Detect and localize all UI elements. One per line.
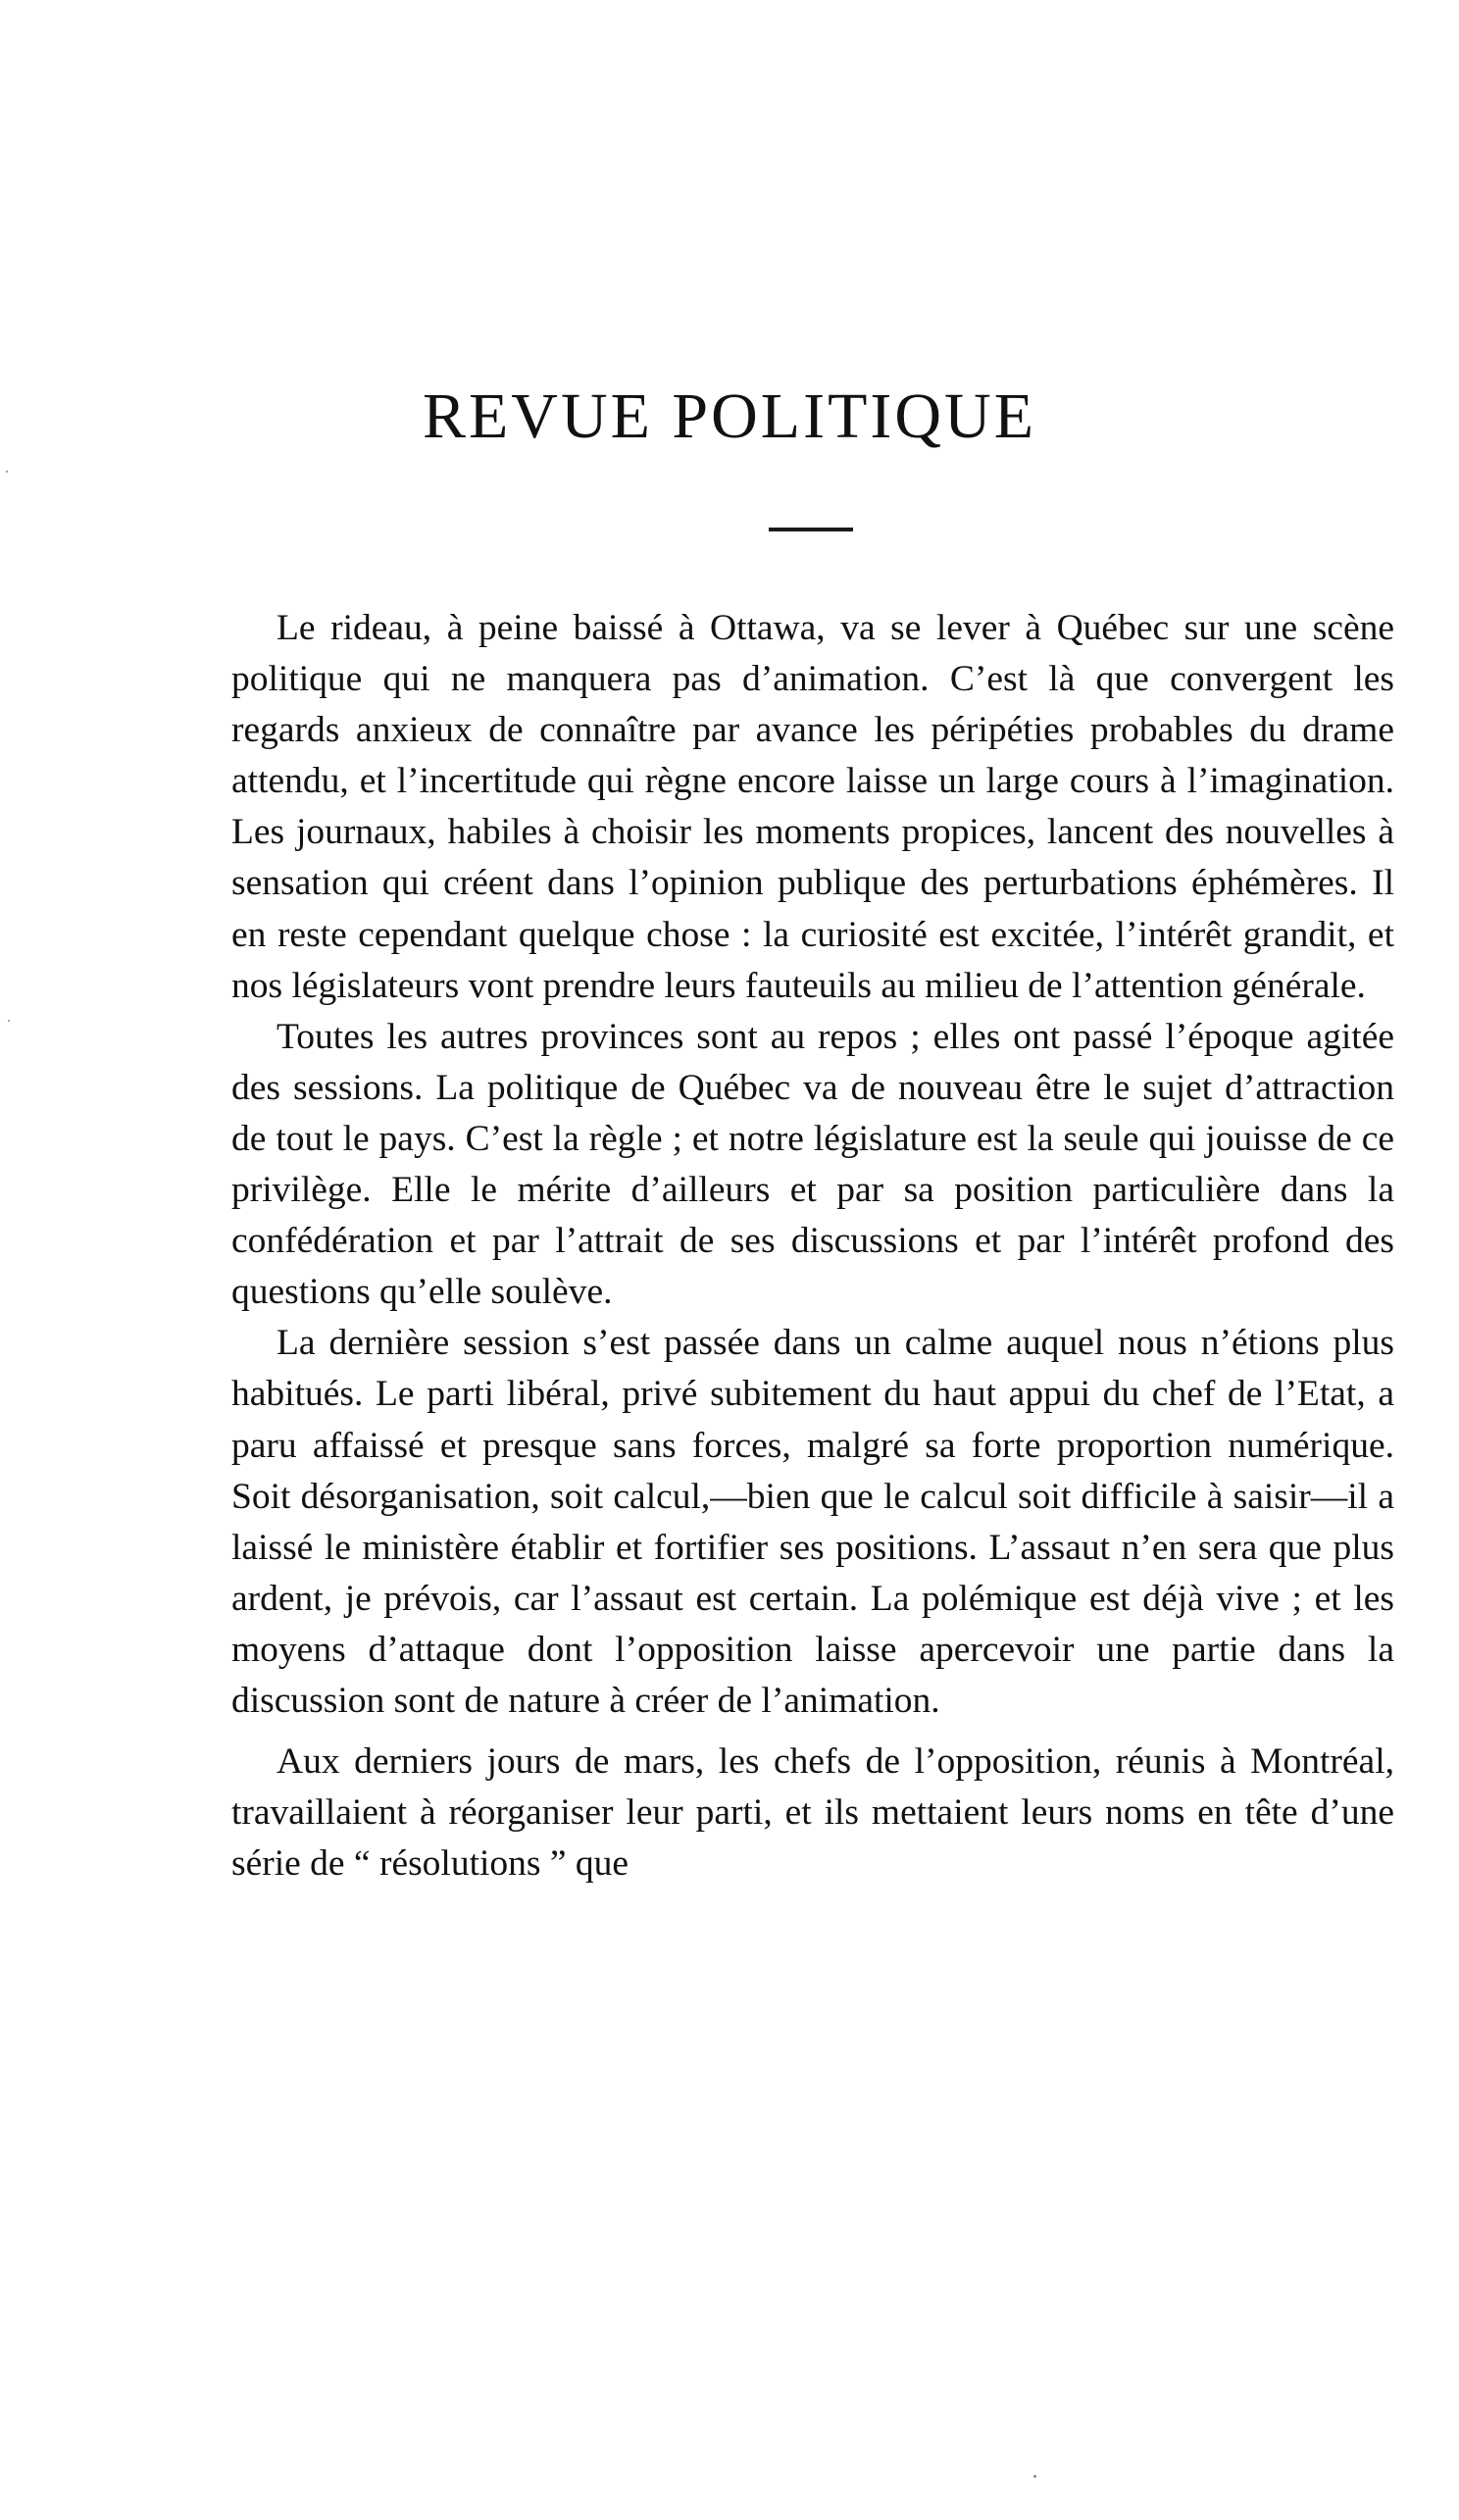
- paragraph-1: Le rideau, à peine baissé à Ottawa, va se lever à Québec sur une scène politique qui ne manquera pas d’animation. C’est là que convergent les regards anxieux de connaître par avance les péripéties probables du drame attendu, et l’incertitude qui règne encore laisse un large cours à l’imagination. Les journaux, habiles à choisir les moments propices, lancent des nouvelles à sensation qui créent dans l’opinion publique des perturbations éphémères. Il en reste cependant quelque chose : la curiosité est excitée, l’intérêt grandit, et nos législateurs vont prendre leurs fauteuils au milieu de l’attention générale.: [231, 608, 1394, 1006]
- article-body: [231, 603, 1394, 1890]
- paragraph-3: La dernière session s’est passée dans un calme auquel nous n’étions plus habitués. Le parti libéral, privé subitement du haut appui du chef de l’Etat, a paru affaissé et presque sans forces, malgré sa forte proportion numérique. Soit désorganisation, soit calcul,—bien que le calcul soit difficile à saisir—il a laissé le ministère établir et fortifier ses positions. L’assaut n’en sera que plus ardent, je prévois, car l’assaut est certain. La polémique est déjà vive ; et les moyens d’attaque dont l’opposition laisse apercevoir une partie dans la discussion sont de nature à créer de l’animation.: [231, 1323, 1394, 1721]
- paragraph-2: Toutes les autres provinces sont au repos ; elles ont passé l’époque agitée des sessions. La politique de Québec va de nouveau être le sujet d’attraction de tout le pays. C’est la règle ; et notre législature est la seule qui jouisse de ce privilège. Elle le mérite d’ailleurs et par sa position particulière dans la confédération et par l’attrait de ses discussions et par l’intérêt profond des questions qu’elle soulève.: [231, 1016, 1394, 1313]
- paragraph-4: Aux derniers jours de mars, les chefs de l’opposition, réunis à Montréal, travaillaient à réorganiser leur parti, et ils mettaient leurs noms en tête d’une série de “ résolutions ” que: [231, 1741, 1394, 1885]
- title-divider: [769, 528, 853, 531]
- page-title: REVUE POLITIQUE: [422, 380, 1037, 452]
